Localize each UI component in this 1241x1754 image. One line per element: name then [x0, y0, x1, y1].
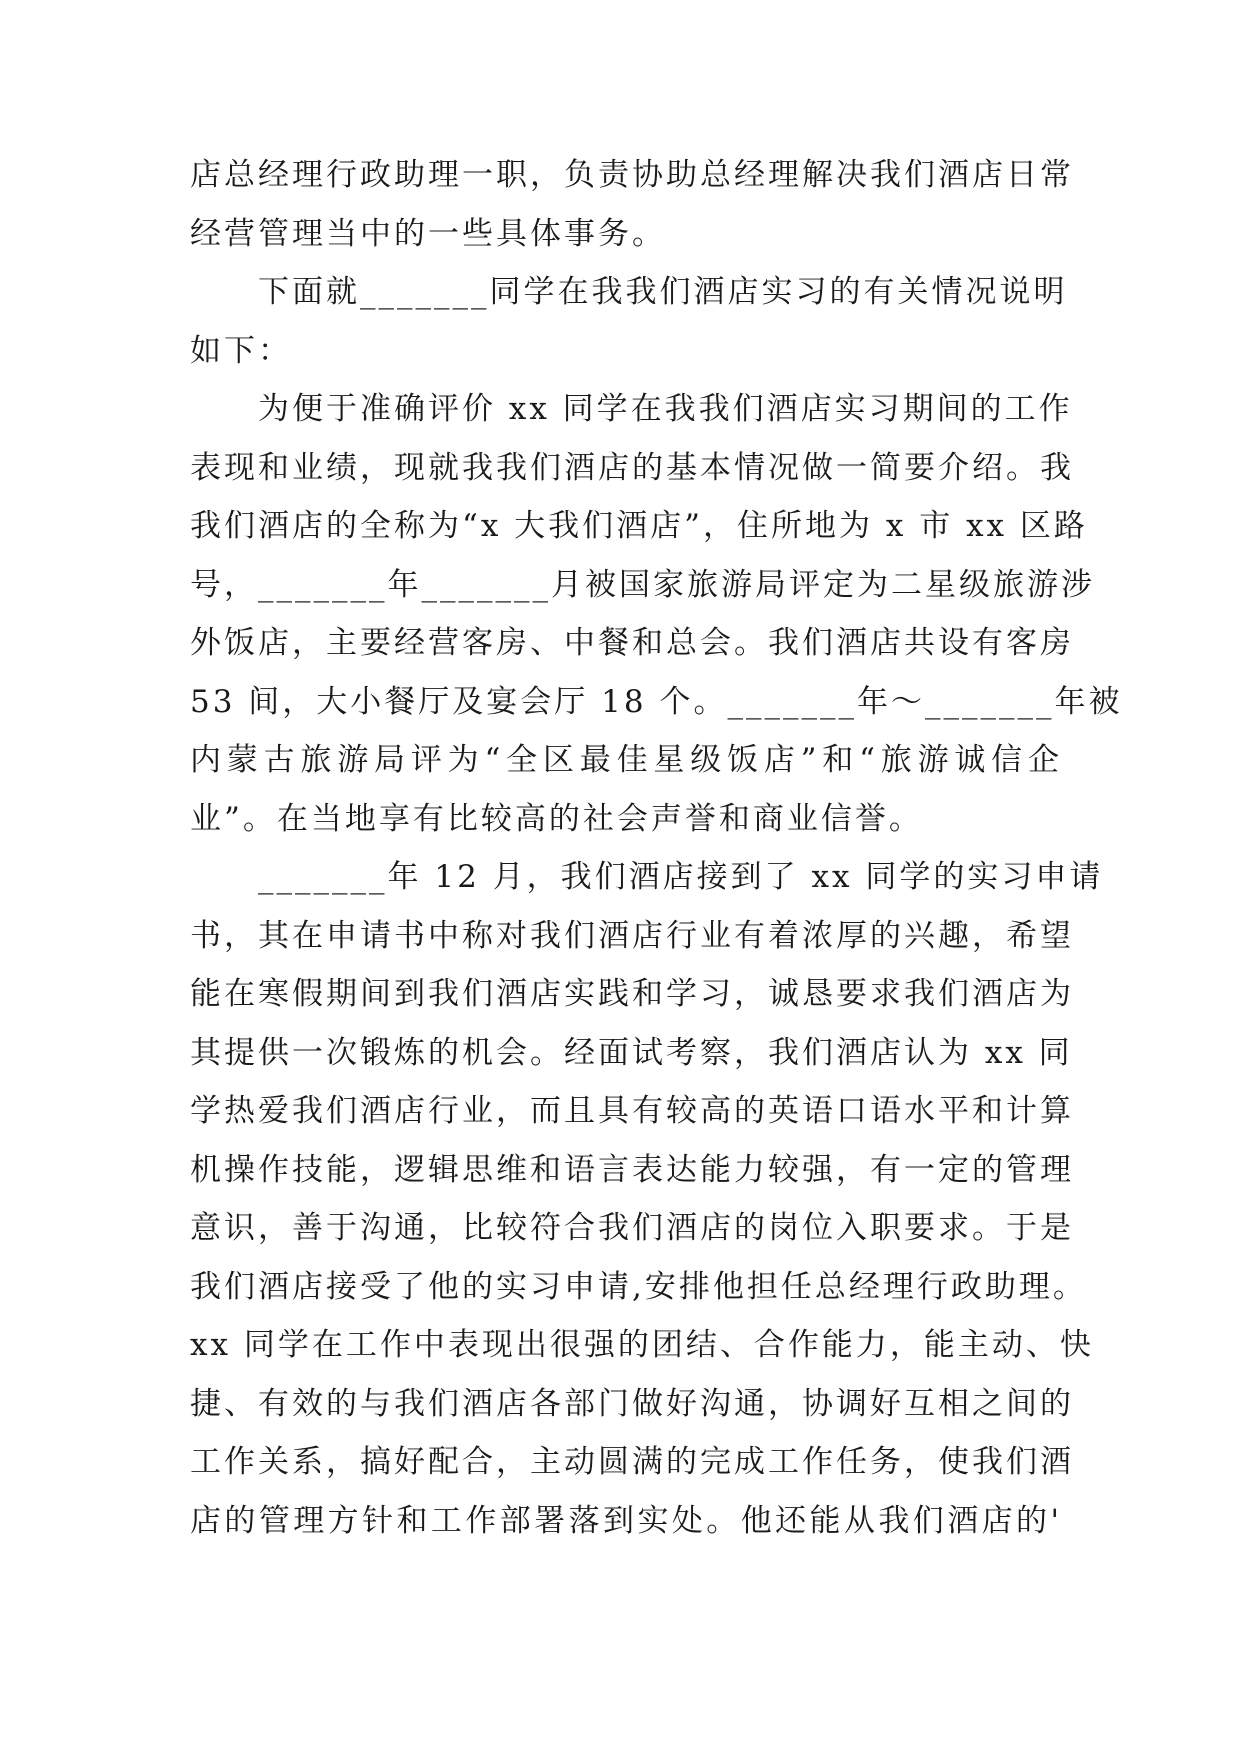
text-line: 经营管理当中的一些具体事务。 [190, 215, 666, 252]
text-line: 能在寒假期间到我们酒店实践和学习，诚恳要求我们酒店为 [190, 976, 1074, 1012]
text-line: 店总经理行政助理一职，负责协助总经理解决我们酒店日常 [190, 157, 1074, 193]
text-line: xx 同学在工作中表现出很强的团结、合作能力，能主动、快 [190, 1327, 1094, 1363]
text-line: 表现和业绩，现就我我们酒店的基本情况做一简要介绍。我 [190, 449, 1074, 486]
text-line: 外饭店，主要经营客房、中餐和总会。我们酒店共设有客房 [190, 625, 1074, 661]
text-line: 店的管理方针和工作部署落到实处。他还能从我们酒店的' [190, 1502, 1062, 1539]
text-line: 如下： [190, 332, 292, 369]
text-line: 为便于准确评价 xx 同学在我我们酒店实习期间的工作 [190, 391, 1073, 427]
text-line: 号，_______年_______月被国家旅游局评定为二星级旅游涉 [190, 566, 1095, 603]
text-line: 捷、有效的与我们酒店各部门做好沟通，协调好互相之间的 [190, 1385, 1074, 1422]
text-line: 内蒙古旅游局评为“全区最佳星级饭店”和“旅游诚信企 [190, 742, 1062, 778]
text-line: 我们酒店的全称为“x 大我们酒店”，住所地为 x 市 xx 区路 [190, 508, 1088, 544]
text-line: 书，其在申请书中称对我们酒店行业有着浓厚的兴趣，希望 [190, 917, 1074, 954]
text-line: 53 间，大小餐厅及宴会厅 18 个。_______年～_______年被 [190, 683, 1123, 720]
text-line: 业”。在当地享有比较高的社会声誉和商业信誉。 [190, 800, 923, 837]
text-line: 工作关系，搞好配合，主动圆满的完成工作任务，使我们酒 [190, 1444, 1074, 1480]
text-line: 机操作技能，逻辑思维和语言表达能力较强，有一定的管理 [190, 1151, 1074, 1188]
text-line: 学热爱我们酒店行业，而且具有较高的英语口语水平和计算 [190, 1093, 1074, 1129]
text-line: 其提供一次锻炼的机会。经面试考察，我们酒店认为 xx 同 [190, 1034, 1073, 1071]
text-line: _______年 12 月，我们酒店接到了 xx 同学的实习申请 [190, 859, 1104, 895]
text-line: 意识，善于沟通，比较符合我们酒店的岗位入职要求。于是 [190, 1210, 1074, 1246]
text-line: 下面就_______同学在我我们酒店实习的有关情况说明 [190, 274, 1068, 310]
text-line: 我们酒店接受了他的实习申请,安排他担任总经理行政助理。 [190, 1268, 1087, 1305]
body-text [190, 146, 1123, 1550]
